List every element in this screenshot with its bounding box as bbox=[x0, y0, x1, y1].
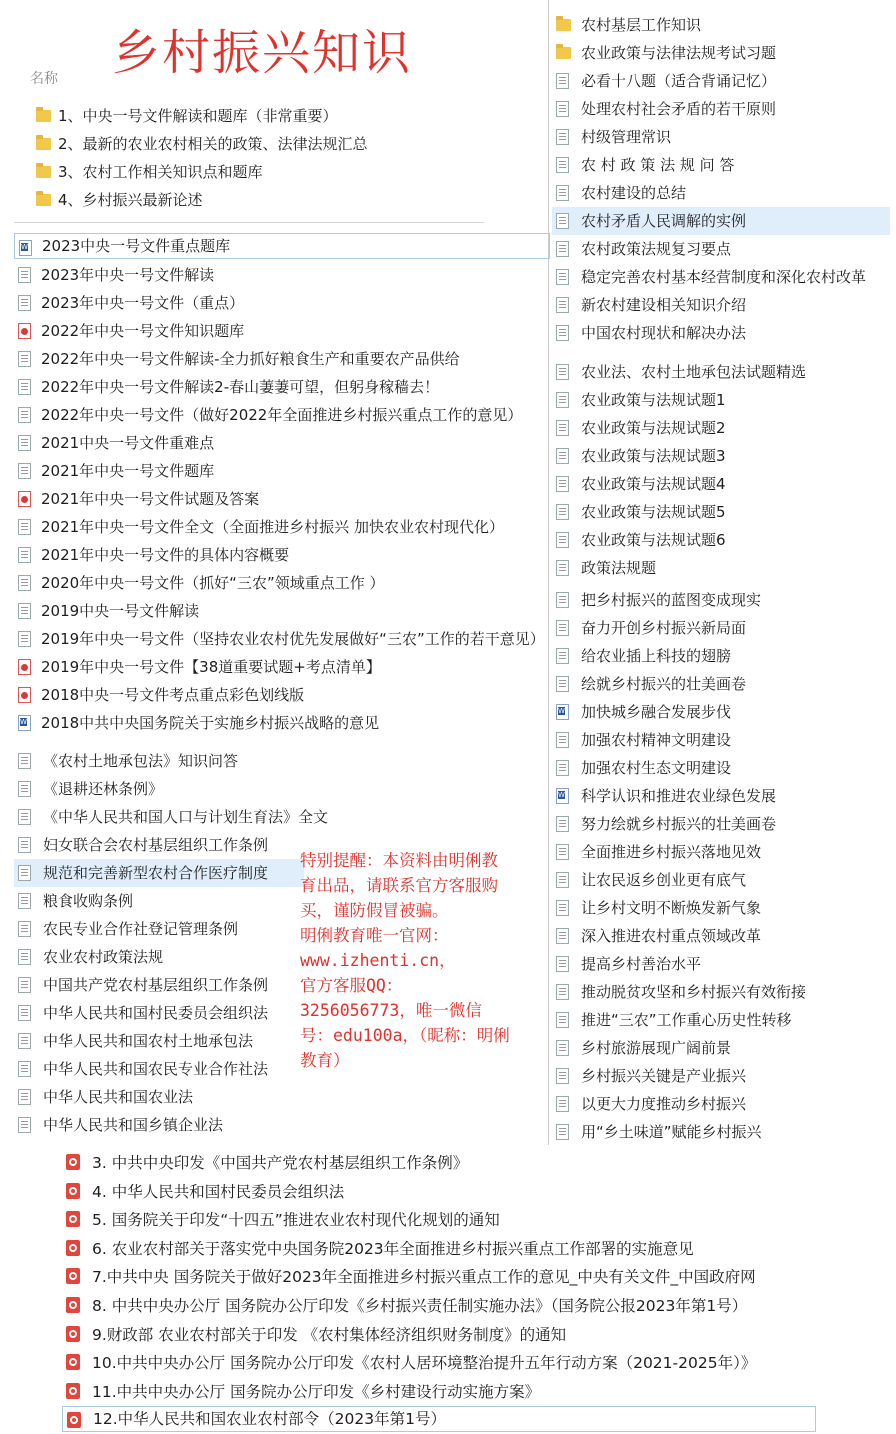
document-icon bbox=[556, 101, 569, 117]
item-label: 2021年中央一号文件全文（全面推进乡村振兴 加快农业农村现代化） bbox=[41, 518, 504, 536]
document-icon bbox=[556, 364, 569, 380]
file-item[interactable] bbox=[14, 569, 550, 597]
document-icon bbox=[18, 631, 31, 647]
document-icon bbox=[556, 1096, 569, 1112]
item-label: 2019中央一号文件解读 bbox=[41, 602, 200, 620]
item-label: 农业法、农村土地承包法试题精选 bbox=[581, 363, 807, 381]
item-label: 加快城乡融合发展步伐 bbox=[581, 703, 732, 721]
file-item[interactable] bbox=[14, 513, 550, 541]
file-item[interactable] bbox=[14, 831, 304, 859]
item-label: 加强农村生态文明建设 bbox=[581, 759, 732, 777]
item-label: 新农村建设相关知识介绍 bbox=[581, 296, 747, 314]
file-item[interactable] bbox=[552, 698, 890, 726]
item-label: 《农村土地承包法》知识问答 bbox=[43, 752, 239, 770]
pdf-file-item[interactable] bbox=[62, 1321, 816, 1349]
file-item[interactable] bbox=[14, 289, 550, 317]
document-icon bbox=[556, 1124, 569, 1140]
document-icon bbox=[556, 956, 569, 972]
item-label: 2018中央一号文件考点重点彩色划线版 bbox=[41, 686, 305, 704]
file-item[interactable] bbox=[552, 207, 890, 235]
pdf-file-item[interactable] bbox=[62, 1206, 816, 1234]
word-document-icon bbox=[556, 704, 569, 720]
document-icon bbox=[18, 575, 31, 591]
pdf-file-item[interactable] bbox=[62, 1178, 816, 1206]
file-item[interactable] bbox=[14, 429, 550, 457]
item-label: 政策法规题 bbox=[581, 559, 657, 577]
item-label: 规范和完善新型农村合作医疗制度 bbox=[43, 864, 269, 882]
item-label: 3. 中共中央印发《中国共产党农村基层组织工作条例》 bbox=[92, 1154, 469, 1172]
pdf-icon bbox=[18, 659, 31, 675]
item-label: 让农民返乡创业更有底气 bbox=[581, 871, 747, 889]
file-item[interactable] bbox=[552, 39, 890, 67]
item-label: 把乡村振兴的蓝图变成现实 bbox=[581, 591, 762, 609]
pdf-file-item[interactable] bbox=[62, 1292, 816, 1320]
item-label: 9.财政部 农业农村部关于印发 《农村集体经济组织财务制度》的通知 bbox=[92, 1325, 567, 1344]
file-item[interactable] bbox=[552, 386, 890, 414]
document-icon bbox=[556, 157, 569, 173]
file-item[interactable] bbox=[14, 485, 550, 513]
document-icon bbox=[18, 519, 31, 535]
item-label: 奋力开创乡村振兴新局面 bbox=[581, 619, 747, 637]
file-item[interactable] bbox=[14, 457, 550, 485]
document-icon bbox=[18, 1033, 31, 1049]
item-label: 提高乡村善治水平 bbox=[581, 955, 702, 973]
pdf-icon bbox=[66, 1297, 80, 1313]
item-label: 必看十八题（适合背诵记忆） bbox=[581, 72, 777, 90]
document-icon bbox=[18, 379, 31, 395]
file-item[interactable] bbox=[14, 233, 550, 259]
document-icon bbox=[18, 295, 31, 311]
document-icon bbox=[556, 532, 569, 548]
file-item[interactable] bbox=[14, 1055, 304, 1083]
item-label: 农业农村政策法规 bbox=[43, 948, 164, 966]
item-label: 农村建设的总结 bbox=[581, 184, 687, 202]
file-item[interactable] bbox=[552, 95, 890, 123]
item-label: 农村政策法规复习要点 bbox=[581, 240, 732, 258]
item-label: 推进“三农”工作重心历史性转移 bbox=[581, 1011, 792, 1029]
item-label: 2021年中央一号文件试题及答案 bbox=[41, 490, 260, 508]
file-item[interactable] bbox=[552, 978, 890, 1006]
item-label: 1、中央一号文件解读和题库（非常重要） bbox=[58, 107, 338, 125]
item-label: 给农业插上科技的翅膀 bbox=[581, 647, 732, 665]
item-label: 2021中央一号文件重难点 bbox=[41, 434, 215, 452]
pdf-icon bbox=[66, 1154, 80, 1170]
document-icon bbox=[18, 547, 31, 563]
folder-item[interactable] bbox=[32, 186, 492, 214]
item-label: 2019年中央一号文件（坚持农业农村优先发展做好“三农”工作的若干意见） bbox=[41, 630, 545, 648]
file-item[interactable] bbox=[552, 642, 890, 670]
folder-icon bbox=[36, 194, 51, 206]
document-icon bbox=[556, 1012, 569, 1028]
document-icon bbox=[556, 984, 569, 1000]
file-item[interactable] bbox=[552, 1118, 890, 1146]
pdf-file-item[interactable] bbox=[62, 1149, 816, 1177]
item-label: 中华人民共和国农村土地承包法 bbox=[43, 1032, 254, 1050]
file-item[interactable] bbox=[552, 586, 890, 614]
item-label: 加强农村精神文明建设 bbox=[581, 731, 732, 749]
file-item[interactable] bbox=[14, 803, 329, 831]
document-icon bbox=[556, 1068, 569, 1084]
document-icon bbox=[556, 900, 569, 916]
pdf-file-item[interactable] bbox=[62, 1349, 816, 1377]
item-label: 2018中共中央国务院关于实施乡村振兴战略的意见 bbox=[41, 714, 380, 732]
item-label: 中国农村现状和解决办法 bbox=[581, 324, 747, 342]
file-item[interactable] bbox=[552, 235, 890, 263]
file-item[interactable] bbox=[14, 261, 550, 289]
item-label: 全面推进乡村振兴落地见效 bbox=[581, 843, 762, 861]
file-item[interactable] bbox=[552, 470, 890, 498]
file-item[interactable] bbox=[552, 263, 890, 291]
item-label: 中华人民共和国乡镇企业法 bbox=[43, 1116, 224, 1134]
document-icon bbox=[18, 837, 31, 853]
pdf-icon bbox=[66, 1326, 80, 1342]
document-icon bbox=[556, 392, 569, 408]
file-item[interactable] bbox=[14, 597, 550, 625]
document-icon bbox=[556, 73, 569, 89]
item-label: 2019年中央一号文件【38道重要试题+考点清单】 bbox=[41, 658, 381, 676]
pdf-file-item[interactable] bbox=[62, 1235, 816, 1263]
item-label: 乡村振兴关键是产业振兴 bbox=[581, 1067, 747, 1085]
item-label: 科学认识和推进农业绿色发展 bbox=[581, 787, 777, 805]
folder-item[interactable] bbox=[32, 158, 492, 186]
document-icon bbox=[18, 1117, 31, 1133]
document-icon bbox=[556, 560, 569, 576]
file-item[interactable] bbox=[14, 541, 550, 569]
file-item[interactable] bbox=[552, 1006, 890, 1034]
item-label: 努力绘就乡村振兴的壮美画卷 bbox=[581, 815, 777, 833]
file-item[interactable] bbox=[552, 614, 890, 642]
file-item[interactable] bbox=[14, 317, 550, 345]
document-icon bbox=[556, 448, 569, 464]
file-item[interactable] bbox=[14, 971, 304, 999]
item-label: 2023年中央一号文件解读 bbox=[41, 266, 215, 284]
file-item[interactable] bbox=[14, 625, 550, 653]
item-label: 2021年中央一号文件的具体内容概要 bbox=[41, 546, 290, 564]
document-icon bbox=[556, 269, 569, 285]
document-icon bbox=[556, 872, 569, 888]
item-label: 农业政策与法律法规考试习题 bbox=[581, 44, 777, 62]
file-item[interactable] bbox=[552, 319, 890, 347]
item-label: 深入推进农村重点领域改革 bbox=[581, 927, 762, 945]
file-item[interactable] bbox=[552, 442, 890, 470]
file-item[interactable] bbox=[552, 414, 890, 442]
pdf-icon bbox=[66, 1354, 80, 1370]
item-label: 8. 中共中央办公厅 国务院办公厅印发《乡村振兴责任制实施办法》（国务院公报2023年第1号） bbox=[92, 1297, 748, 1315]
file-item[interactable] bbox=[552, 866, 890, 894]
pdf-icon bbox=[66, 1211, 80, 1227]
item-label: 农村矛盾人民调解的实例 bbox=[581, 212, 747, 230]
purchase-notice: 特别提醒：本资料由明俐教育出品，请联系官方客服购买，谨防假冒被骗。 明俐教育唯一官网：www.izhenti.cn， 官方客服QQ：3256056773，唯一微信号：edu100a，（昵称：明俐教育） bbox=[300, 851, 510, 1070]
item-label: 2020年中央一号文件（抓好“三农”领域重点工作 ） bbox=[41, 574, 385, 592]
document-icon bbox=[18, 893, 31, 909]
document-icon bbox=[18, 809, 31, 825]
item-label: 推动脱贫攻坚和乡村振兴有效衔接 bbox=[581, 983, 807, 1001]
item-label: 2023中央一号文件重点题库 bbox=[42, 237, 231, 255]
document-icon bbox=[556, 241, 569, 257]
folder-icon bbox=[36, 138, 51, 150]
document-icon bbox=[18, 753, 31, 769]
file-item[interactable] bbox=[552, 291, 890, 319]
file-item[interactable] bbox=[14, 401, 550, 429]
word-document-icon bbox=[18, 715, 31, 731]
item-label: 7.中共中央 国务院关于做好2023年全面推进乡村振兴重点工作的意见_中央有关文件_中国政府网 bbox=[92, 1268, 756, 1287]
file-item[interactable] bbox=[552, 358, 890, 386]
file-item[interactable] bbox=[14, 775, 304, 803]
file-item[interactable] bbox=[552, 1090, 890, 1118]
section-divider bbox=[14, 222, 484, 223]
document-icon bbox=[18, 949, 31, 965]
pdf-icon bbox=[18, 491, 31, 507]
pdf-icon bbox=[66, 1240, 80, 1256]
pdf-icon bbox=[66, 1383, 80, 1399]
item-label: 让乡村文明不断焕发新气象 bbox=[581, 899, 762, 917]
document-icon bbox=[18, 921, 31, 937]
document-icon bbox=[18, 1089, 31, 1105]
folder-icon bbox=[556, 19, 571, 31]
document-icon bbox=[18, 603, 31, 619]
folder-item[interactable] bbox=[32, 102, 492, 130]
item-label: 农业政策与法规试题6 bbox=[581, 531, 726, 549]
document-icon bbox=[556, 648, 569, 664]
file-item[interactable] bbox=[552, 754, 890, 782]
document-icon bbox=[18, 463, 31, 479]
item-label: 4、乡村振兴最新论述 bbox=[58, 191, 203, 209]
file-item[interactable] bbox=[14, 345, 550, 373]
item-label: 6. 农业农村部关于落实党中央国务院2023年全面推进乡村振兴重点工作部署的实施意见 bbox=[92, 1239, 694, 1258]
item-label: 4. 中华人民共和国村民委员会组织法 bbox=[92, 1182, 345, 1201]
pdf-icon bbox=[66, 1268, 80, 1284]
file-item[interactable] bbox=[14, 1027, 304, 1055]
item-label: 农业政策与法规试题3 bbox=[581, 447, 726, 465]
document-icon bbox=[556, 476, 569, 492]
document-icon bbox=[556, 420, 569, 436]
pdf-icon bbox=[66, 1183, 80, 1199]
document-icon bbox=[18, 267, 31, 283]
item-label: 农民专业合作社登记管理条例 bbox=[43, 920, 239, 938]
item-label: 农业政策与法规试题1 bbox=[581, 391, 726, 409]
item-label: 粮食收购条例 bbox=[43, 892, 134, 910]
file-item[interactable] bbox=[14, 747, 304, 775]
item-label: 用“乡土味道”赋能乡村振兴 bbox=[581, 1123, 762, 1141]
document-icon bbox=[556, 760, 569, 776]
item-label: 2022年中央一号文件知识题库 bbox=[41, 322, 245, 340]
item-label: 农业政策与法规试题4 bbox=[581, 475, 726, 493]
item-label: 妇女联合会农村基层组织工作条例 bbox=[43, 836, 269, 854]
document-icon bbox=[556, 928, 569, 944]
item-label: 中华人民共和国村民委员会组织法 bbox=[43, 1004, 269, 1022]
item-label: 农业政策与法规试题2 bbox=[581, 419, 726, 437]
file-item[interactable] bbox=[14, 681, 550, 709]
item-label: 11.中共中央办公厅 国务院办公厅印发《乡村建设行动实施方案》 bbox=[92, 1382, 541, 1401]
file-item[interactable] bbox=[552, 67, 890, 95]
file-item[interactable] bbox=[14, 999, 304, 1027]
word-document-icon bbox=[19, 240, 32, 256]
document-icon bbox=[556, 504, 569, 520]
document-icon bbox=[18, 407, 31, 423]
file-item[interactable] bbox=[14, 653, 550, 681]
document-icon bbox=[18, 1061, 31, 1077]
folder-icon bbox=[556, 47, 571, 59]
document-icon bbox=[556, 844, 569, 860]
folder-item[interactable] bbox=[32, 130, 492, 158]
file-item[interactable] bbox=[552, 838, 890, 866]
document-icon bbox=[18, 781, 31, 797]
item-label: 中华人民共和国农业法 bbox=[43, 1088, 194, 1106]
file-item[interactable] bbox=[14, 1111, 304, 1139]
file-item[interactable] bbox=[14, 915, 304, 943]
document-icon bbox=[556, 620, 569, 636]
file-item[interactable] bbox=[552, 782, 890, 810]
item-label: 2022年中央一号文件解读-全力抓好粮食生产和重要农产品供给 bbox=[41, 350, 460, 368]
item-label: 10.中共中央办公厅 国务院办公厅印发《农村人居环境整治提升五年行动方案（2021-2025年）》 bbox=[92, 1354, 757, 1373]
document-icon bbox=[556, 325, 569, 341]
document-icon bbox=[18, 977, 31, 993]
document-icon bbox=[556, 816, 569, 832]
document-icon bbox=[556, 1040, 569, 1056]
pdf-file-item[interactable] bbox=[62, 1263, 816, 1291]
file-item[interactable] bbox=[14, 1083, 304, 1111]
document-icon bbox=[18, 865, 31, 881]
item-label: 中国共产党农村基层组织工作条例 bbox=[43, 976, 269, 994]
document-icon bbox=[556, 732, 569, 748]
item-label: 《中华人民共和国人口与计划生育法》全文 bbox=[43, 808, 329, 826]
pdf-file-item[interactable] bbox=[62, 1406, 816, 1432]
file-item[interactable] bbox=[552, 498, 890, 526]
item-label: 12.中华人民共和国农业农村部令（2023年第1号） bbox=[93, 1410, 446, 1429]
file-item[interactable] bbox=[552, 726, 890, 754]
document-icon bbox=[18, 351, 31, 367]
item-label: 中华人民共和国农民专业合作社法 bbox=[43, 1060, 269, 1078]
item-label: 处理农村社会矛盾的若干原则 bbox=[581, 100, 777, 118]
name-column-header[interactable]: 名称 bbox=[30, 71, 58, 87]
file-item[interactable] bbox=[552, 526, 890, 554]
item-label: 乡村旅游展现广阔前景 bbox=[581, 1039, 732, 1057]
document-icon bbox=[556, 297, 569, 313]
item-label: 2、最新的农业农村相关的政策、法律法规汇总 bbox=[58, 135, 368, 153]
file-item[interactable] bbox=[552, 922, 890, 950]
file-item[interactable] bbox=[552, 810, 890, 838]
file-item[interactable] bbox=[14, 373, 550, 401]
file-item[interactable] bbox=[552, 151, 890, 179]
item-label: 村级管理常识 bbox=[581, 128, 672, 146]
folder-icon bbox=[36, 110, 51, 122]
file-item[interactable] bbox=[552, 894, 890, 922]
document-icon bbox=[18, 435, 31, 451]
file-item[interactable] bbox=[14, 887, 304, 915]
item-label: 《退耕还林条例》 bbox=[43, 780, 164, 798]
document-icon bbox=[556, 213, 569, 229]
item-label: 2023年中央一号文件（重点） bbox=[41, 294, 245, 312]
item-label: 稳定完善农村基本经营制度和深化农村改革 bbox=[581, 268, 867, 286]
item-label: 2022年中央一号文件解读2-春山萋萋可望，但躬身稼穑去！ bbox=[41, 378, 440, 396]
document-icon bbox=[556, 592, 569, 608]
item-label: 以更大力度推动乡村振兴 bbox=[581, 1095, 747, 1113]
item-label: 农业政策与法规试题5 bbox=[581, 503, 726, 521]
file-item[interactable] bbox=[14, 859, 304, 887]
pdf-icon bbox=[18, 687, 31, 703]
file-item[interactable] bbox=[552, 179, 890, 207]
file-item[interactable] bbox=[552, 1034, 890, 1062]
file-item[interactable] bbox=[14, 709, 550, 737]
pdf-icon bbox=[18, 323, 31, 339]
document-icon bbox=[556, 185, 569, 201]
item-label: 绘就乡村振兴的壮美画卷 bbox=[581, 675, 747, 693]
file-item[interactable] bbox=[552, 123, 890, 151]
document-icon bbox=[18, 1005, 31, 1021]
file-item[interactable] bbox=[14, 943, 304, 971]
document-icon bbox=[556, 676, 569, 692]
page-title: 乡村振兴知识 bbox=[112, 25, 413, 81]
item-label: 2022年中央一号文件（做好2022年全面推进乡村振兴重点工作的意见） bbox=[41, 406, 523, 424]
item-label: 2021年中央一号文件题库 bbox=[41, 462, 215, 480]
item-label: 3、农村工作相关知识点和题库 bbox=[58, 163, 263, 181]
file-item[interactable] bbox=[552, 670, 890, 698]
item-label: 农村基层工作知识 bbox=[581, 16, 702, 34]
item-label: 5. 国务院关于印发“十四五”推进农业农村现代化规划的通知 bbox=[92, 1211, 500, 1230]
pdf-file-item[interactable] bbox=[62, 1378, 816, 1406]
folder-icon bbox=[36, 166, 51, 178]
file-item[interactable] bbox=[552, 554, 890, 582]
pdf-icon bbox=[67, 1412, 81, 1428]
file-item[interactable] bbox=[552, 1062, 890, 1090]
item-label: 农 村 政 策 法 规 问 答 bbox=[581, 156, 735, 174]
file-item[interactable] bbox=[552, 11, 890, 39]
file-item[interactable] bbox=[552, 950, 890, 978]
word-document-icon bbox=[556, 788, 569, 804]
document-icon bbox=[556, 129, 569, 145]
